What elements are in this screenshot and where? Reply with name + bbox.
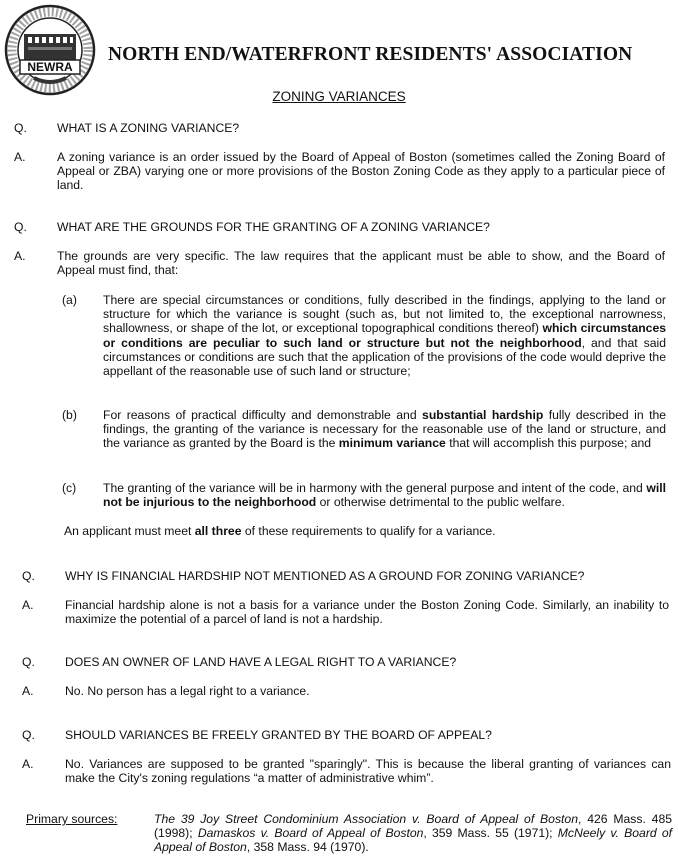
- question-label: Q.: [22, 655, 35, 669]
- organization-title: NORTH END/WATERFRONT RESIDENTS' ASSOCIATION: [108, 44, 633, 65]
- answer-text: A zoning variance is an order issued by the Board of Appeal of Boston (sometimes called the Zoning Board of Appeal or ZBA) varying one or more provisions of the Boston Zoning Code as they apply to a particular piece of land.: [57, 150, 665, 193]
- question-text: DOES AN OWNER OF LAND HAVE A LEGAL RIGHT TO A VARIANCE?: [65, 655, 457, 669]
- question-label: Q.: [14, 121, 27, 135]
- list-item-text: There are special circumstances or conditions, fully described in the findings, applying to the land or structure for which the variance is sought (such as, but not limited to, the exceptional narrowness, shallowness, or shape of the lot, or exceptional topographical conditions thereof) which circumstances or conditions are peculiar to such land or structure but not the neighborhood, and that said circumstances or conditions are such that the application of the provisions of the code would deprive the appellant of the reasonable use of such land or structure;: [103, 293, 667, 379]
- list-item: [62, 408, 666, 468]
- list-item-letter: (a): [62, 293, 77, 307]
- question-text: WHAT ARE THE GROUNDS FOR THE GRANTING OF A ZONING VARIANCE?: [57, 220, 490, 234]
- answer-label: A.: [22, 598, 34, 612]
- question-label: Q.: [22, 569, 35, 583]
- answer-text: No. Variances are supposed to be granted "sparingly". This is because the liberal granting of variances can make the City's zoning regulations “a matter of administrative whim”.: [65, 757, 671, 786]
- answer-text: Financial hardship alone is not a basis for a variance under the Boston Zoning Code. Similarly, an inability to maximize the potential of a parcel of land is not a hardship.: [65, 598, 669, 627]
- question-text: WHAT IS A ZONING VARIANCE?: [57, 121, 240, 135]
- list-item-text: For reasons of practical difficulty and demonstrable and substantial hardship fully described in the findings, the granting of the variance is necessary for the reasonable use of the land or structure, and the variance as granted by the Board is the minimum variance that will accomplish this purpose; and: [103, 408, 667, 451]
- answer-label: A.: [22, 757, 34, 771]
- newra-logo-seal: [4, 4, 96, 96]
- list-item-letter: (b): [62, 408, 77, 422]
- answer-text: The grounds are very specific. The law requires that the applicant must be able to show, and the Board of Appeal must find, that:: [57, 249, 665, 278]
- question-label: Q.: [14, 220, 27, 234]
- sources-label: Primary sources:: [26, 812, 118, 826]
- question-text: WHY IS FINANCIAL HARDSHIP NOT MENTIONED AS A GROUND FOR ZONING VARIANCE?: [65, 569, 585, 583]
- answer-label: A.: [14, 249, 26, 263]
- list-item: [62, 293, 666, 393]
- answer-label: A.: [14, 150, 26, 164]
- page-subtitle: ZONING VARIANCES: [272, 89, 406, 104]
- list-item-text: The granting of the variance will be in harmony with the general purpose and intent of the code, and will not be injurious to the neighborhood or otherwise detrimental to the public welfare.: [103, 481, 666, 510]
- svg-text:NEWRA: NEWRA: [27, 60, 73, 74]
- question-text: SHOULD VARIANCES BE FREELY GRANTED BY THE BOARD OF APPEAL?: [65, 728, 492, 742]
- list-item-letter: (c): [62, 481, 77, 495]
- requirements-note: An applicant must meet all three of these requirements to qualify for a variance.: [64, 524, 496, 538]
- answer-text: No. No person has a legal right to a variance.: [65, 684, 310, 698]
- question-label: Q.: [22, 728, 35, 742]
- list-item: [62, 481, 666, 513]
- sources-citations: The 39 Joy Street Condominium Association v. Board of Appeal of Boston, 426 Mass. 485 (1998); Damaskos v. Board of Appeal of Boston, 359 Mass. 55 (1971); McNeely v. Board of Appeal of Boston, 358 Mass. 94 (1970).: [154, 812, 673, 855]
- answer-label: A.: [22, 684, 34, 698]
